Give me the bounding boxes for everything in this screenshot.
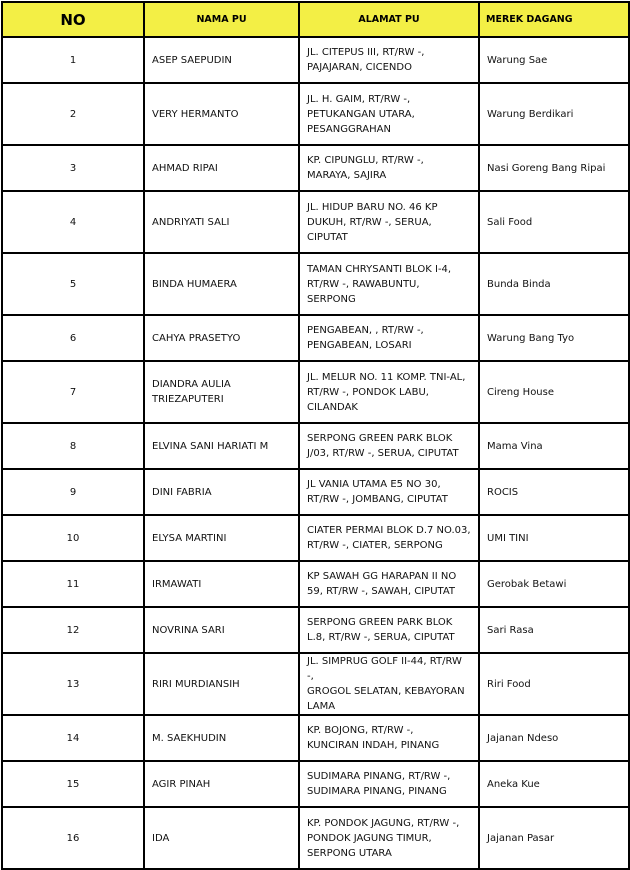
cell-no-text: 16 [66, 832, 80, 844]
cell-nama-pu-text: ELYSA MARTINI [152, 532, 227, 544]
cell-merek-dagang-text: Aneka Kue [487, 778, 540, 790]
cell-nama-pu [144, 83, 299, 145]
cell-no-text: 6 [69, 332, 77, 344]
cell-no-text: 4 [69, 216, 77, 228]
cell-merek-dagang-text: Warung Bang Tyo [487, 332, 575, 344]
header-nama-pu: NAMA PU [144, 2, 299, 37]
table-row [2, 653, 629, 715]
table-row [2, 561, 629, 607]
cell-no-text: 12 [66, 624, 80, 636]
cell-nama-pu [144, 253, 299, 315]
cell-merek-dagang [479, 561, 629, 607]
cell-merek-dagang [479, 37, 629, 83]
cell-nama-pu-text: AGIR PINAH [152, 778, 211, 790]
table-row [2, 253, 629, 315]
cell-nama-pu-text: RIRI MURDIANSIH [152, 678, 240, 690]
cell-alamat-pu-text: JL. CITEPUS III, RT/RW -, PAJAJARAN, CICENDO [307, 47, 425, 73]
table-row [2, 315, 629, 361]
cell-no [2, 83, 144, 145]
cell-alamat-pu [299, 83, 479, 145]
cell-merek-dagang [479, 315, 629, 361]
cell-nama-pu [144, 361, 299, 423]
cell-no [2, 653, 144, 715]
cell-merek-dagang-text: Riri Food [487, 678, 531, 690]
cell-alamat-pu [299, 253, 479, 315]
cell-nama-pu [144, 469, 299, 515]
cell-alamat-pu [299, 361, 479, 423]
cell-alamat-pu-text: KP. BOJONG, RT/RW -, KUNCIRAN INDAH, PINANG [307, 725, 440, 751]
cell-alamat-pu-text: TAMAN CHRYSANTI BLOK I-4, RT/RW -, RAWABUNTU, SERPONG [307, 263, 452, 305]
table-row [2, 83, 629, 145]
cell-nama-pu-text: IDA [152, 832, 170, 844]
cell-alamat-pu [299, 315, 479, 361]
table-row [2, 515, 629, 561]
cell-alamat-pu-text: JL. H. GAIM, RT/RW -, PETUKANGAN UTARA, PESANGGRAHAN [307, 93, 415, 135]
cell-alamat-pu [299, 561, 479, 607]
cell-merek-dagang [479, 253, 629, 315]
cell-merek-dagang [479, 145, 629, 191]
cell-no-text: 7 [69, 386, 77, 398]
cell-nama-pu [144, 761, 299, 807]
cell-no [2, 191, 144, 253]
table-row [2, 469, 629, 515]
cell-alamat-pu [299, 515, 479, 561]
cell-no-text: 11 [66, 578, 80, 590]
cell-no [2, 469, 144, 515]
cell-merek-dagang-text: UMI TINI [487, 532, 529, 544]
cell-merek-dagang-text: Warung Berdikari [487, 108, 574, 120]
cell-no-text: 9 [69, 486, 77, 498]
cell-no [2, 561, 144, 607]
cell-merek-dagang [479, 83, 629, 145]
cell-nama-pu [144, 315, 299, 361]
cell-no [2, 145, 144, 191]
table-row [2, 145, 629, 191]
cell-no [2, 315, 144, 361]
cell-merek-dagang-text: Gerobak Betawi [487, 578, 567, 590]
cell-nama-pu [144, 653, 299, 715]
cell-no [2, 807, 144, 869]
table-row [2, 607, 629, 653]
cell-merek-dagang [479, 423, 629, 469]
table-row [2, 191, 629, 253]
cell-alamat-pu-text: SUDIMARA PINANG, RT/RW -, SUDIMARA PINANG, PINANG [307, 771, 451, 797]
cell-merek-dagang-text: Nasi Goreng Bang Ripai [487, 162, 606, 174]
cell-merek-dagang [479, 469, 629, 515]
cell-alamat-pu [299, 469, 479, 515]
cell-nama-pu-text: IRMAWATI [152, 578, 202, 590]
cell-alamat-pu-text: KP SAWAH GG HARAPAN II NO 59, RT/RW -, SAWAH, CIPUTAT [307, 571, 457, 597]
cell-no [2, 715, 144, 761]
cell-no-text: 1 [69, 54, 77, 66]
cell-no [2, 37, 144, 83]
cell-merek-dagang-text: Warung Sae [487, 54, 548, 66]
cell-alamat-pu-text: KP. CIPUNGLU, RT/RW -, MARAYA, SAJIRA [307, 155, 424, 181]
cell-no-text: 8 [69, 440, 77, 452]
cell-merek-dagang-text: Sali Food [487, 216, 533, 228]
cell-no-text: 13 [66, 678, 80, 690]
table-row [2, 361, 629, 423]
cell-merek-dagang-text: Cireng House [487, 386, 555, 398]
cell-alamat-pu-text: JL. MELUR NO. 11 KOMP. TNI-AL, RT/RW -, PONDOK LABU, CILANDAK [307, 371, 466, 413]
cell-alamat-pu-text: JL VANIA UTAMA E5 NO 30, RT/RW -, JOMBANG, CIPUTAT [307, 479, 448, 505]
header-no: NO [2, 2, 144, 37]
cell-alamat-pu-text: PENGABEAN, , RT/RW -, PENGABEAN, LOSARI [307, 325, 424, 351]
cell-no-text: 10 [66, 532, 80, 544]
cell-alamat-pu-text: SERPONG GREEN PARK BLOK L.8, RT/RW -, SERUA, CIPUTAT [307, 617, 455, 643]
header-merek-dagang: MEREK DAGANG [479, 2, 629, 37]
cell-nama-pu [144, 191, 299, 253]
cell-alamat-pu-text: CIATER PERMAI BLOK D.7 NO.03, RT/RW -, CIATER, SERPONG [307, 525, 471, 551]
cell-merek-dagang [479, 191, 629, 253]
cell-alamat-pu [299, 607, 479, 653]
cell-nama-pu-text: M. SAEKHUDIN [152, 732, 227, 744]
header-alamat-pu: ALAMAT PU [299, 2, 479, 37]
cell-merek-dagang-text: Jajanan Ndeso [487, 732, 559, 744]
cell-merek-dagang-text: ROCIS [487, 486, 519, 498]
table-row [2, 423, 629, 469]
cell-alamat-pu [299, 807, 479, 869]
cell-nama-pu-text: ASEP SAEPUDIN [152, 54, 232, 66]
cell-nama-pu-text: AHMAD RIPAI [152, 162, 218, 174]
table-body [2, 37, 629, 869]
cell-nama-pu [144, 807, 299, 869]
cell-no [2, 253, 144, 315]
cell-nama-pu-text: CAHYA PRASETYO [152, 332, 241, 344]
cell-nama-pu-text: DIANDRA AULIA TRIEZAPUTERI [152, 379, 231, 405]
cell-merek-dagang [479, 515, 629, 561]
cell-alamat-pu-text: SERPONG GREEN PARK BLOK J/03, RT/RW -, SERUA, CIPUTAT [307, 433, 459, 459]
cell-nama-pu [144, 145, 299, 191]
cell-alamat-pu [299, 145, 479, 191]
cell-no-text: 2 [69, 108, 77, 120]
cell-alamat-pu [299, 37, 479, 83]
cell-nama-pu [144, 515, 299, 561]
cell-nama-pu [144, 423, 299, 469]
header-row [2, 2, 629, 37]
table-row [2, 715, 629, 761]
cell-no [2, 515, 144, 561]
cell-no-text: 15 [66, 778, 80, 790]
cell-nama-pu-text: ELVINA SANI HARIATI M [152, 440, 269, 452]
cell-nama-pu-text: DINI FABRIA [152, 486, 212, 498]
cell-merek-dagang [479, 761, 629, 807]
cell-alamat-pu-text: JL. SIMPRUG GOLF II-44, RT/RW -, GROGOL SELATAN, KEBAYORAN LAMA [307, 656, 465, 712]
cell-merek-dagang [479, 653, 629, 715]
cell-nama-pu-text: BINDA HUMAERA [152, 278, 237, 290]
cell-merek-dagang [479, 807, 629, 869]
cell-no [2, 423, 144, 469]
cell-no-text: 14 [66, 732, 80, 744]
cell-no-text: 5 [69, 278, 77, 290]
cell-merek-dagang [479, 361, 629, 423]
cell-alamat-pu-text: JL. HIDUP BARU NO. 46 KP DUKUH, RT/RW -, SERUA, CIPUTAT [307, 201, 438, 243]
table-row [2, 807, 629, 869]
table-row [2, 761, 629, 807]
cell-merek-dagang-text: Sari Rasa [487, 624, 534, 636]
table-row [2, 37, 629, 83]
cell-merek-dagang [479, 607, 629, 653]
cell-nama-pu [144, 37, 299, 83]
pu-table [1, 1, 630, 870]
cell-alamat-pu [299, 761, 479, 807]
cell-no [2, 761, 144, 807]
cell-nama-pu-text: VERY HERMANTO [152, 108, 239, 120]
cell-alamat-pu-text: KP. PONDOK JAGUNG, RT/RW -, PONDOK JAGUNG TIMUR, SERPONG UTARA [307, 817, 460, 859]
cell-nama-pu-text: NOVRINA SARI [152, 624, 225, 636]
cell-merek-dagang-text: Mama Vina [487, 440, 543, 452]
cell-merek-dagang-text: Bunda Binda [487, 278, 551, 290]
cell-nama-pu [144, 561, 299, 607]
cell-no [2, 361, 144, 423]
cell-nama-pu [144, 607, 299, 653]
cell-alamat-pu [299, 715, 479, 761]
cell-no-text: 3 [69, 162, 77, 174]
cell-nama-pu [144, 715, 299, 761]
cell-merek-dagang-text: Jajanan Pasar [487, 832, 555, 844]
cell-no [2, 607, 144, 653]
cell-merek-dagang [479, 715, 629, 761]
cell-alamat-pu [299, 191, 479, 253]
cell-alamat-pu [299, 423, 479, 469]
cell-nama-pu-text: ANDRIYATI SALI [152, 216, 230, 228]
cell-alamat-pu [299, 653, 479, 715]
table-header [2, 2, 629, 37]
